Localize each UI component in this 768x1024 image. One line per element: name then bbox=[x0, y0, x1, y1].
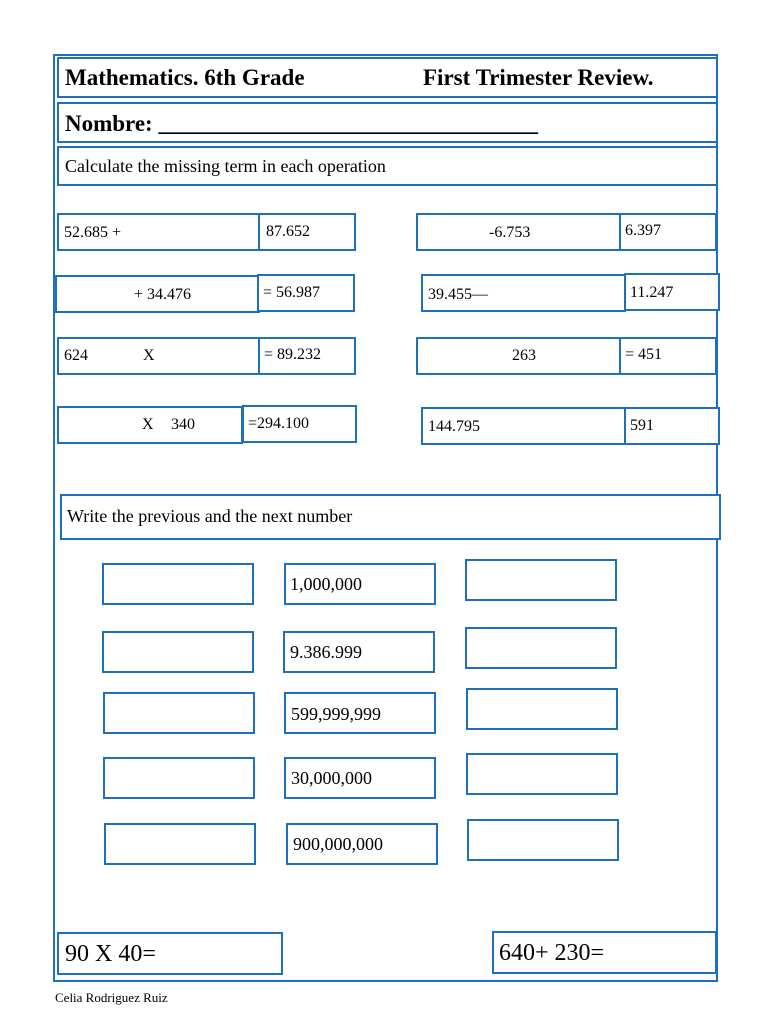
previous-number-field-5[interactable] bbox=[104, 823, 256, 865]
author-credit: Celia Rodriguez Ruiz bbox=[55, 990, 168, 1005]
instruction-2: Write the previous and the next number bbox=[67, 506, 353, 526]
next-number-field-1[interactable] bbox=[465, 559, 617, 601]
given-number-3: 599,999,999 bbox=[284, 692, 436, 734]
expression-multiply[interactable]: 90 X 40= bbox=[57, 932, 283, 975]
given-number-4: 30,000,000 bbox=[284, 757, 436, 799]
op-right-2-a[interactable]: 39.455— bbox=[421, 274, 626, 312]
given-number-2: 9.386.999 bbox=[283, 631, 435, 673]
op-right-4-b[interactable]: 591 bbox=[624, 407, 720, 445]
review-title: First Trimester Review. bbox=[423, 65, 654, 90]
given-number-1: 1,000,000 bbox=[284, 563, 436, 605]
op-left-3-b[interactable]: = 89.232 bbox=[258, 337, 356, 375]
op-right-1-b[interactable]: 6.397 bbox=[619, 213, 717, 251]
next-number-field-3[interactable] bbox=[466, 688, 618, 730]
next-number-field-2[interactable] bbox=[465, 627, 617, 669]
given-number-5: 900,000,000 bbox=[286, 823, 438, 865]
instruction-1-box bbox=[57, 146, 718, 186]
op-right-3-b[interactable]: = 451 bbox=[619, 337, 717, 375]
next-number-field-5[interactable] bbox=[467, 819, 619, 861]
op-left-3-a[interactable]: 624 X bbox=[57, 337, 260, 375]
op-right-2-b[interactable]: 11.247 bbox=[624, 273, 720, 311]
op-left-4-b[interactable]: =294.100 bbox=[242, 405, 357, 443]
previous-number-field-4[interactable] bbox=[103, 757, 255, 799]
previous-number-field-2[interactable] bbox=[102, 631, 254, 673]
op-left-2-a[interactable]: + 34.476 bbox=[55, 275, 260, 313]
op-right-1-a[interactable]: -6.753 bbox=[416, 213, 621, 251]
op-left-1-b[interactable]: 87.652 bbox=[258, 213, 356, 251]
name-label: Nombre: _________________________________ bbox=[65, 111, 538, 136]
op-left-4-a[interactable]: X 340 bbox=[57, 406, 243, 444]
expression-add[interactable]: 640+ 230= bbox=[492, 931, 717, 974]
previous-number-field-1[interactable] bbox=[102, 563, 254, 605]
op-right-3-a[interactable]: 263 bbox=[416, 337, 621, 375]
op-left-1-a[interactable]: 52.685 + bbox=[57, 213, 260, 251]
instruction-2-box bbox=[60, 494, 721, 540]
name-row bbox=[57, 102, 718, 143]
previous-number-field-3[interactable] bbox=[103, 692, 255, 734]
next-number-field-4[interactable] bbox=[466, 753, 618, 795]
op-right-4-a[interactable]: 144.795 bbox=[421, 407, 626, 445]
op-left-2-b[interactable]: = 56.987 bbox=[257, 274, 355, 312]
subject-title: Mathematics. 6th Grade bbox=[65, 65, 305, 90]
title-row bbox=[57, 57, 718, 98]
instruction-1: Calculate the missing term in each operation bbox=[65, 156, 386, 176]
